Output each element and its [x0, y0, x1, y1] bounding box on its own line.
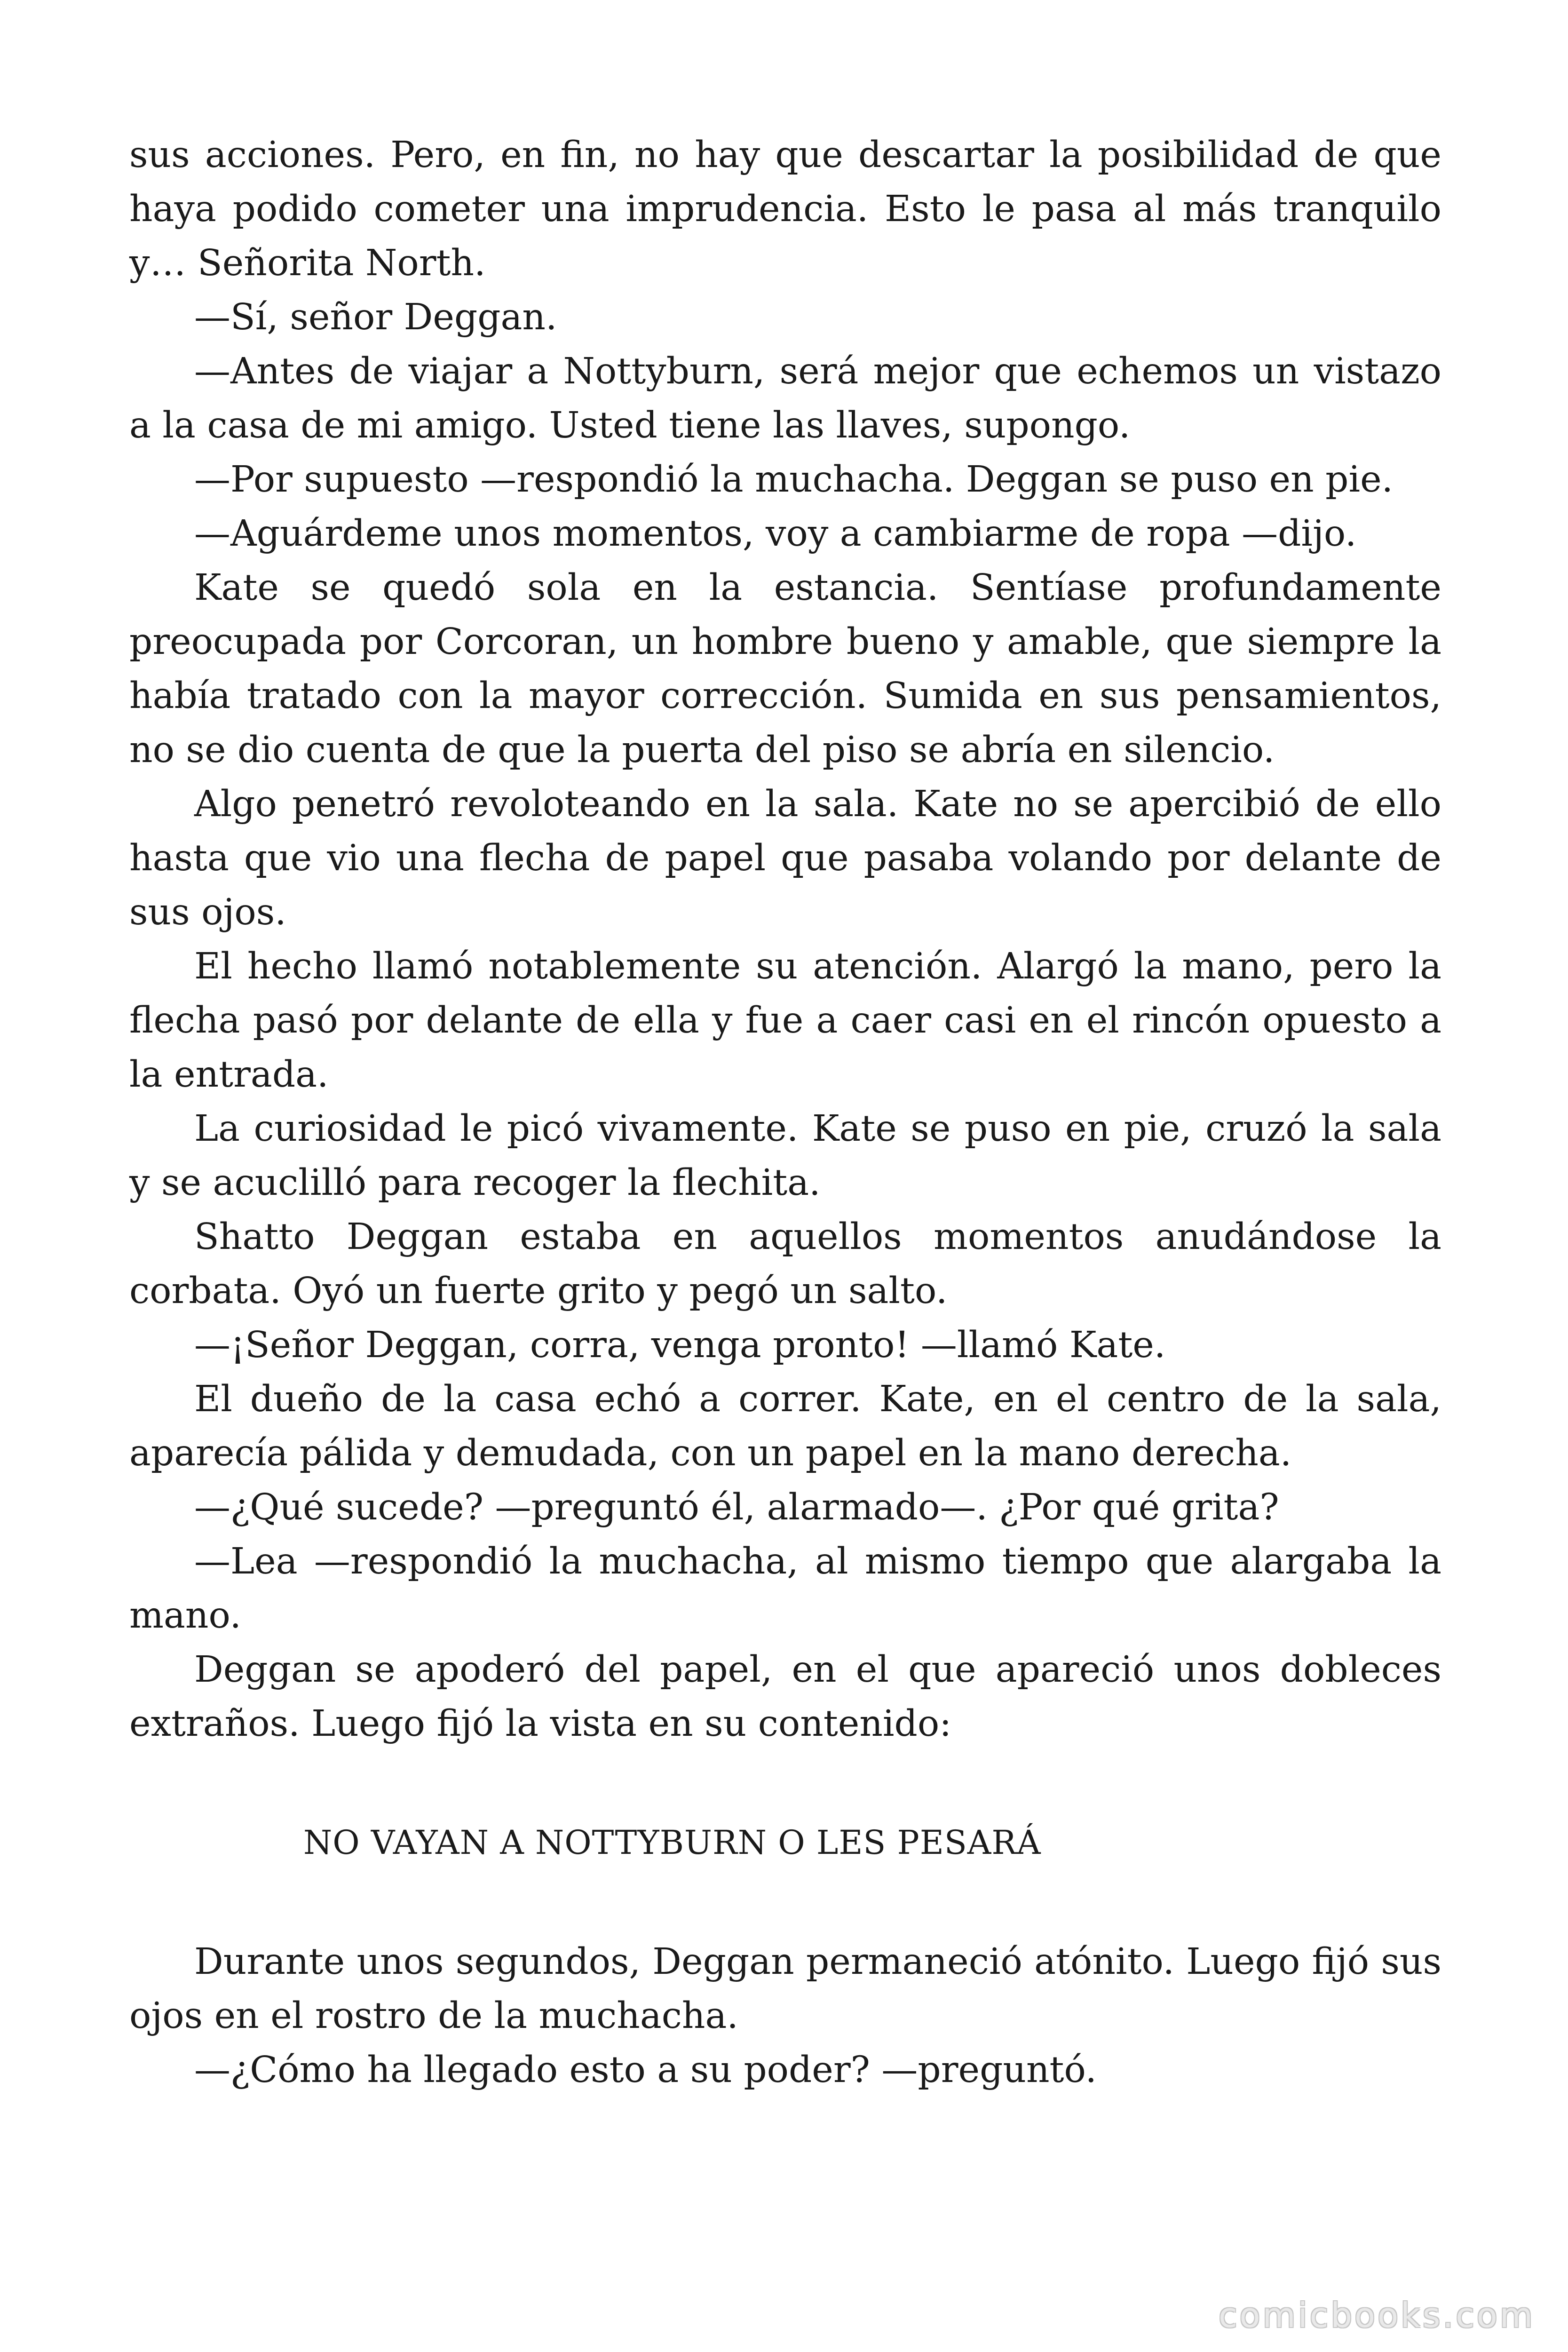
paragraph: —¡Señor Deggan, corra, venga pronto! —llamó Kate. [194, 1324, 1166, 1366]
site-watermark: comicbooks.com [1218, 2296, 1535, 2335]
paragraph: —¿Qué sucede? —preguntó él, alarmado—. ¿Por qué grita? [194, 1486, 1279, 1528]
paragraph-continuation: sus acciones. Pero, en fin, no hay que descartar la posibilidad de que haya podido cometer una imprudencia. Esto le pasa al más tranquilo y… Señorita North. [129, 134, 1441, 284]
paragraph: —¿Cómo ha llegado esto a su poder? —preguntó. [194, 2049, 1097, 2091]
threat-note: NO VAYAN A NOTTYBURN O LES PESARÁ [303, 1823, 1041, 1862]
paragraph: —Antes de viajar a Nottyburn, será mejor que echemos un vistazo a la casa de mi amigo. Usted tiene las llaves, supongo. [129, 350, 1441, 446]
paragraph: —Sí, señor Deggan. [194, 296, 557, 338]
paragraph: Algo penetró revoloteando en la sala. Kate no se apercibió de ello hasta que vio una flecha de papel que pasaba volando por delante de sus ojos. [129, 783, 1441, 933]
paragraph: Deggan se apoderó del papel, en el que apareció unos dobleces extraños. Luego fijó la vista en su contenido: [129, 1649, 1441, 1745]
paragraph: —Por supuesto —respondió la muchacha. Deggan se puso en pie. [194, 459, 1394, 501]
paragraph: La curiosidad le picó vivamente. Kate se puso en pie, cruzó la sala y se acuclilló para recoger la flechita. [129, 1108, 1441, 1204]
paragraph: —Aguárdeme unos momentos, voy a cambiarme de ropa —dijo. [194, 513, 1357, 555]
paragraph: Durante unos segundos, Deggan permaneció atónito. Luego fijó sus ojos en el rostro de la muchacha. [129, 1941, 1441, 2037]
paragraph: —Lea —respondió la muchacha, al mismo tiempo que alargaba la mano. [129, 1541, 1441, 1637]
text-block [129, 128, 1441, 2097]
paragraph: El hecho llamó notablemente su atención. Alargó la mano, pero la flecha pasó por delante de ella y fue a caer casi en el rincón opuesto a la entrada. [129, 946, 1441, 1096]
paragraph: Shatto Deggan estaba en aquellos momentos anudándose la corbata. Oyó un fuerte grito y pegó un salto. [129, 1216, 1441, 1312]
paragraph: Kate se quedó sola en la estancia. Sentíase profundamente preocupada por Corcoran, un hombre bueno y amable, que siempre la había tratado con la mayor corrección. Sumida en sus pensamientos, no se dio cuenta de que la puerta del piso se abría en silencio. [129, 567, 1441, 771]
paragraph: El dueño de la casa echó a correr. Kate, en el centro de la sala, aparecía pálida y demudada, con un papel en la mano derecha. [129, 1378, 1441, 1474]
